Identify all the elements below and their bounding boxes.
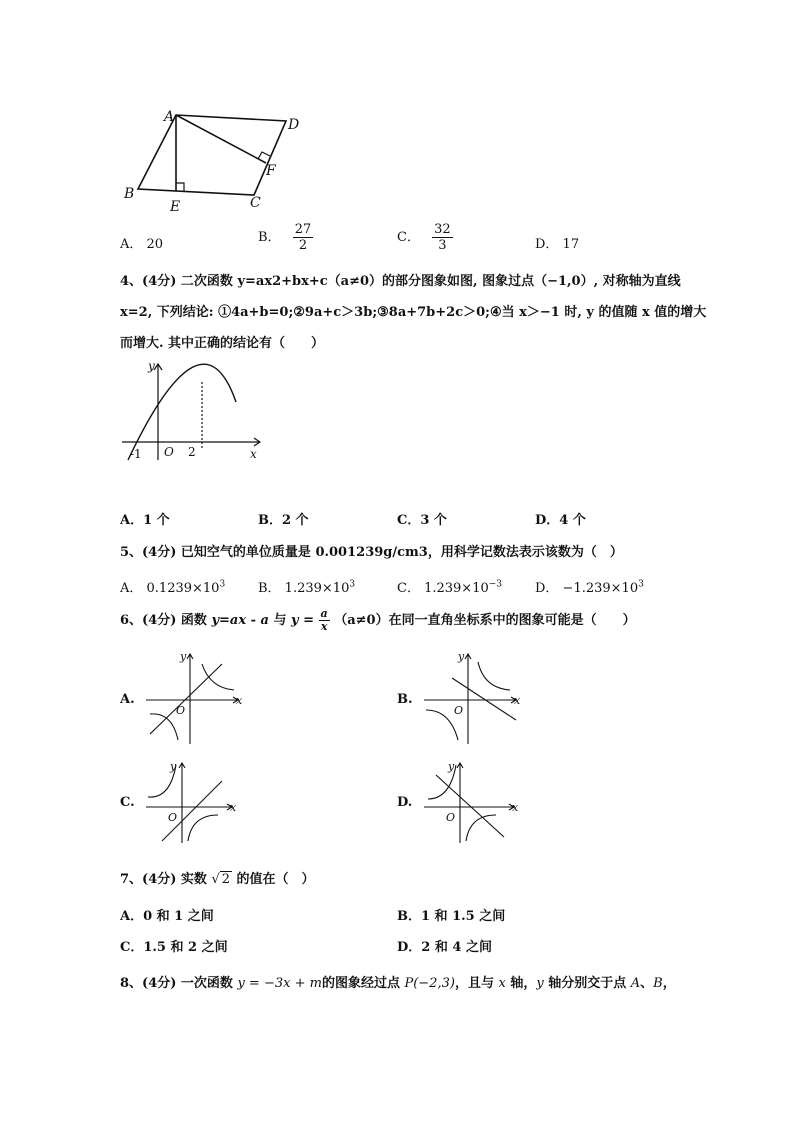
right-angle-e [176,183,184,191]
q5-option-b[interactable]: B． $1.239\times 10^3$ [258,579,356,596]
label-2: 2 [188,445,196,459]
svg-text:y: y [170,760,177,773]
q6-option-b-label[interactable]: B. [397,692,413,707]
svg-text:O: O [176,704,186,717]
svg-text:x: x [236,694,243,707]
q3-option-a[interactable]: A． 20 [120,237,164,252]
q4-option-c[interactable]: C．3 个 [397,513,447,528]
right-angle-f [258,152,270,159]
svg-text:O: O [454,704,464,717]
label-x: x [250,447,257,461]
label-o: O [164,445,174,459]
label-neg1: -1 [130,447,142,461]
q6-graph-d[interactable] [418,755,528,845]
svg-text:x: x [514,694,521,707]
q4-option-d[interactable]: D．4 个 [535,513,586,528]
q6-option-c-label[interactable]: C. [120,795,135,810]
svg-text:O: O [168,811,178,824]
label-y: y [148,359,155,373]
q6-graph-b[interactable] [418,648,528,748]
q4-line2: x=2, 下列结论: ①4a+b=0;②9a+c＞3b;③8a+7b+2c＞0;④当 x＞−1 时, y 的值随 x 值的增大 [120,305,707,320]
q8-stem: 8、(4分) 一次函数 y = −3x + m的图象经过点 P(−2,3)，且与 x 轴，y 轴分别交于点 A、B， [120,976,676,991]
label-f: F [266,163,276,179]
q6-option-d-label[interactable]: D. [397,795,413,810]
q7-option-c[interactable]: C．1.5 和 2 之间 [120,940,228,955]
q7-option-a[interactable]: A．0 和 1 之间 [120,909,214,924]
q7-stem: 7、(4分) 实数 √ 2 的值在（ ） [120,872,315,887]
svg-text:O: O [446,811,456,824]
q6-graph-c[interactable] [140,755,250,845]
parallelogram-figure [118,105,318,215]
svg-text:y: y [458,650,465,663]
label-a: A [164,109,175,125]
q3-option-b[interactable]: B． $\frac{27}{2}$ [258,222,312,253]
q3-option-d[interactable]: D． 17 [535,237,580,252]
label-e: E [170,199,181,215]
q6-option-a-label[interactable]: A. [120,692,135,707]
svg-text:y: y [448,760,455,773]
label-d: D [288,117,300,133]
q4-option-a[interactable]: A．1 个 [120,513,170,528]
label-c: C [250,195,261,211]
q3-option-c[interactable]: C． $\frac{32}{3}$ [397,222,451,253]
q4-line3: 而增大. 其中正确的结论有（ ） [120,336,325,351]
q4-option-b[interactable]: B．2 个 [258,513,309,528]
q5-option-d[interactable]: D． $-1.239\times 10^3$ [535,579,644,596]
parabola-curve [128,364,236,460]
svg-text:x: x [512,801,519,814]
q7-option-b[interactable]: B．1 和 1.5 之间 [397,909,506,924]
svg-text:x: x [230,801,237,814]
q7-option-d[interactable]: D．2 和 4 之间 [397,940,492,955]
q6-graph-a[interactable] [140,648,250,748]
segment-af [176,115,266,163]
q5-option-a[interactable]: A． $0.1239\times 10^3$ [120,579,226,596]
q6-stem: 6、(4分) 函数 y=ax - a 与 y = $\frac{a}{x}$ （a≠0）在同一直角坐标系中的图象可能是（ ） [120,607,636,633]
label-b: B [124,186,135,202]
parabola-graph [118,356,268,466]
svg-text:y: y [180,650,187,663]
q5-text: 5、(4分) 已知空气的单位质量是 0.001239g/cm3，用科学记数法表示该数为（ ） [120,545,623,560]
q5-option-c[interactable]: C． $1.239\times 10^{-3}$ [397,579,503,596]
parallelogram-shape [138,115,286,195]
q4-line1: 4、(4分) 二次函数 y=ax2+bx+c（a≠0）的部分图象如图, 图象过点（−1,0）, 对称轴为直线 [120,274,681,289]
